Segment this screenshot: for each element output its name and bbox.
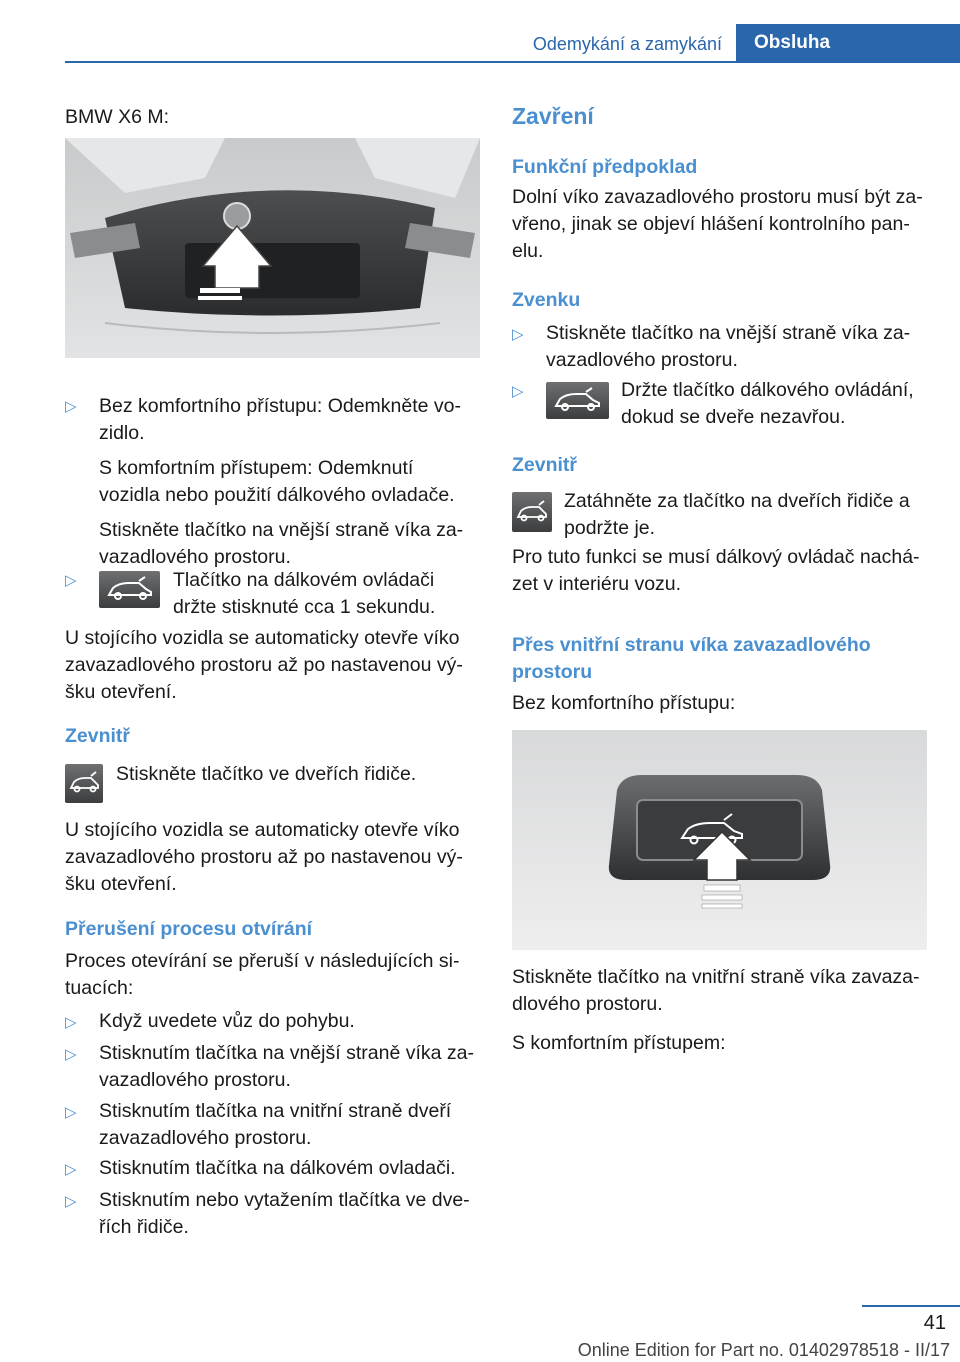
bullet-triangle-icon: ▷ (65, 1161, 77, 1178)
remote-tailgate-button-icon (546, 382, 609, 419)
left-column (65, 104, 480, 131)
auto-open-paragraph-2: U stojícího vozidla se automaticky otevře víko zavazadlového prostoru až po nastavenou vý- šku otevření. (65, 819, 463, 895)
bullet-triangle-icon: ▷ (512, 383, 524, 400)
with-comfort-text: S komfortním přístupem: (512, 1032, 726, 1054)
bullet-triangle-icon: ▷ (65, 1104, 77, 1121)
bullet-triangle-icon: ▷ (65, 1046, 77, 1063)
no-comfort-text: Bez komfortního přístupu: (512, 692, 736, 714)
bullet-triangle-icon: ▷ (512, 326, 524, 343)
bullet-triangle-icon: ▷ (65, 398, 77, 415)
left-inside-heading: Zevnitř (65, 725, 131, 747)
outside-item-1: Stiskněte tlačítko na vnější straně víka za- vazadlového prostoru. (546, 322, 911, 371)
auto-open-paragraph-1: U stojícího vozidla se automaticky otevře víko zavazadlového prostoru až po nastavenou vý- šku otevření. (65, 627, 463, 703)
footer-rule (862, 1305, 960, 1307)
bullet2-text: Tlačítko na dálkovém ovládači držte stisknuté cca 1 sekundu. (173, 569, 436, 618)
auto-open-text-1 (65, 625, 485, 706)
interrupt-item: Stisknutím tlačítka na vnitřní straně dveří zavazadlového prostoru. (99, 1100, 452, 1149)
outside-heading: Zvenku (512, 289, 581, 311)
interrupt-text (65, 948, 485, 1002)
interrupt-heading: Přerušení procesu otvírání (65, 918, 313, 940)
left-inside-text: Stiskněte tlačítko ve dveřích řidiče. (116, 763, 417, 785)
page-number: 41 (923, 1312, 946, 1334)
interrupt-item: Když uvedete vůz do pohybu. (99, 1010, 355, 1032)
outside-item-2: Držte tlačítko dálkového ovládání, dokud se dveře nezavřou. (621, 379, 914, 428)
right-inside-text: Zatáhněte za tlačítko na dveřích řidiče a podržte je. (564, 490, 910, 539)
bullet1-paragraph-2: S komfortním přístupem: Odemknutí vozidla nebo použití dálkového ovladače. (99, 457, 455, 506)
interrupt-item: Stisknutím nebo vytažením tlačítka ve dve- řích řidiče. (99, 1189, 470, 1238)
bullet1-text: Bez komfortního přístupu: Odemkněte vo- zidlo. (99, 395, 462, 444)
header-section-title: Odemykání a zamykání (532, 34, 722, 54)
bullet-triangle-icon: ▷ (65, 572, 77, 589)
left-bullet-2 (173, 567, 478, 621)
auto-open-text-2 (65, 817, 485, 898)
precondition-text: Dolní víko zavazadlového prostoru musí být za- vřeno, jinak se objeví hlášení kontrolního pan- elu. (512, 186, 923, 262)
header-rule (65, 61, 960, 63)
bullet-triangle-icon: ▷ (65, 1014, 77, 1031)
remote-tailgate-button-icon (99, 571, 160, 608)
press-inner-text: Stiskněte tlačítko na vnitřní straně víka zavaza- dlového prostoru. (512, 966, 920, 1015)
car-rear-illustration (65, 138, 480, 358)
close-heading: Zavření (512, 103, 594, 129)
interrupt-item: Stisknutím tlačítka na vnější straně víka za- vazadlového prostoru. (99, 1042, 474, 1091)
driver-door-tailgate-button-icon (512, 492, 552, 532)
bullet-triangle-icon: ▷ (65, 1193, 77, 1210)
bullet1-paragraph-3: Stiskněte tlačítko na vnější straně víka za- vazadlového prostoru. (99, 519, 464, 568)
left-bullet-1 (99, 393, 484, 571)
precondition-heading: Funkční předpoklad (512, 156, 698, 178)
footer-edition: Online Edition for Part no. 01402978518 - II/17 (577, 1340, 950, 1360)
interrupt-item: Stisknutím tlačítka na dálkovém ovladači. (99, 1157, 456, 1179)
interrupt-paragraph: Proces otevírání se přeruší v následujících si- tuacích: (65, 950, 460, 999)
remote-note: Pro tuto funkci se musí dálkový ovládač nachá- zet v interiéru vozu. (512, 546, 920, 595)
header-chapter-tab: Obsluha (736, 24, 960, 61)
right-inside-heading: Zevnitř (512, 454, 578, 476)
model-label: BMW X6 M: (65, 106, 170, 128)
inner-side-heading: Přes vnitřní stranu víka zavazadlového prostoru (512, 634, 871, 683)
inner-tailgate-button-illustration (512, 730, 927, 950)
driver-door-tailgate-button-icon (65, 764, 103, 803)
